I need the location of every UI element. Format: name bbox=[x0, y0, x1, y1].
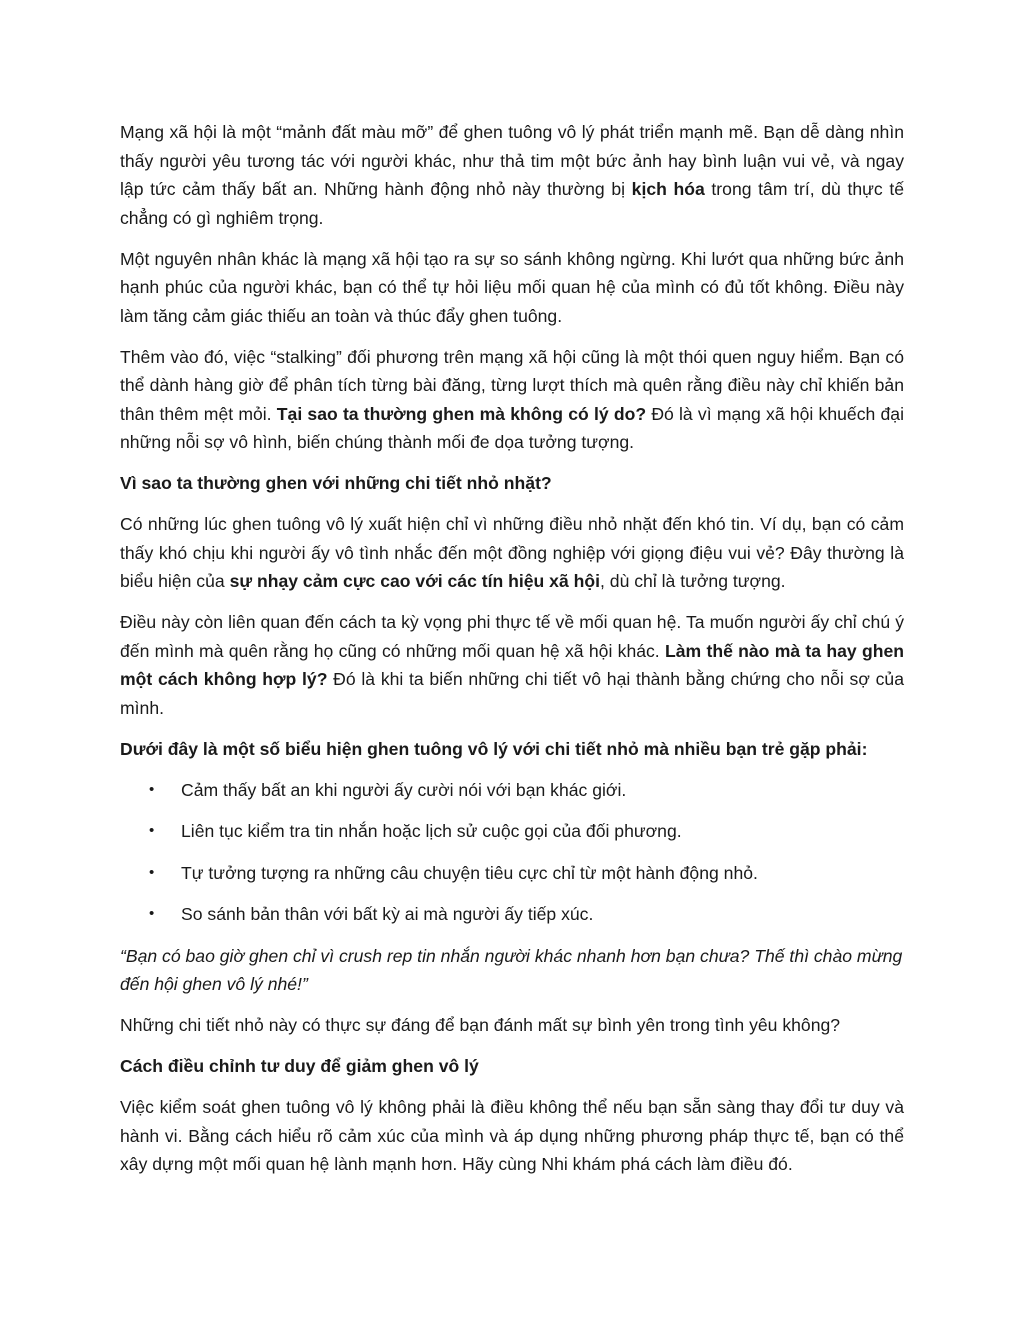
paragraph-small-things bbox=[120, 510, 904, 596]
list-item-text: Liên tục kiểm tra tin nhắn hoặc lịch sử cuộc gọi của đối phương. bbox=[181, 821, 682, 841]
list-item bbox=[120, 817, 904, 846]
bullet-icon: • bbox=[149, 863, 155, 881]
section-heading-adjust-mindset: Cách điều chỉnh tư duy để giảm ghen vô lý bbox=[120, 1056, 479, 1076]
paragraph-text: Đó là khi ta biến những chi tiết vô hại thành bằng chứng cho nỗi sợ của mình. bbox=[120, 669, 904, 718]
paragraph-stalking bbox=[120, 343, 904, 457]
paragraph-comparison: Một nguyên nhân khác là mạng xã hội tạo ra sự so sánh không ngừng. Khi lướt qua những bức ảnh hạnh phúc của người khác, bạn có thể tự hỏi liệu mối quan hệ của mình có đủ tốt không. Điều này làm tăng cảm giác thiếu an toàn và thúc đẩy ghen tuông. bbox=[120, 248, 904, 326]
bold-phrase: Tại sao ta thường ghen mà không có lý do? bbox=[276, 403, 647, 424]
quote bbox=[120, 942, 904, 999]
paragraph-question: Những chi tiết nhỏ này có thực sự đáng để bạn đánh mất sự bình yên trong tình yêu không? bbox=[120, 1015, 841, 1035]
bullet-icon: • bbox=[149, 780, 155, 798]
symptom-list bbox=[120, 776, 904, 929]
paragraph-control: Việc kiểm soát ghen tuông vô lý không phải là điều không thể nếu bạn sẵn sàng thay đổi tư duy và hành vi. Bằng cách hiểu rõ cảm xúc của mình và áp dụng những phương pháp thực tế, bạn có thể xây dựng một mối quan hệ lành mạnh hơn. Hãy cùng Nhi khám phá cách làm điều đó. bbox=[120, 1097, 904, 1174]
section-heading-small-details: Vì sao ta thường ghen với những chi tiết nhỏ nhặt? bbox=[120, 473, 552, 493]
bold-phrase: kịch hóa bbox=[631, 179, 705, 199]
paragraph-text: Có những lúc ghen tuông vô lý xuất hiện chỉ vì những điều nhỏ nhặt đến khó tin. Ví dụ, bạn có cảm thấy khó chịu khi người ấy vô tình nhắc đến một đồng nghiệp với giọng điệu vui vẻ? Đây thường là biểu hiện của bbox=[120, 514, 904, 591]
list-item-text: So sánh bản thân với bất kỳ ai mà người ấy tiếp xúc. bbox=[181, 904, 594, 924]
list-item-text: Tự tưởng tượng ra những câu chuyện tiêu cực chỉ từ một hành động nhỏ. bbox=[181, 862, 758, 883]
bold-phrase: Làm thế nào mà ta hay ghen một cách không hợp lý? bbox=[120, 640, 904, 689]
list-intro-heading: Dưới đây là một số biểu hiện ghen tuông vô lý với chi tiết nhỏ mà nhiều bạn trẻ gặp phải: bbox=[120, 738, 868, 759]
paragraph-text: Điều này còn liên quan đến cách ta kỳ vọng phi thực tế về mối quan hệ. Ta muốn người ấy chỉ chú ý đến mình mà quên rằng họ cũng có những mối quan hệ xã hội khác. bbox=[120, 612, 904, 661]
list-item bbox=[120, 859, 904, 888]
quote-text: “Bạn có bao giờ ghen chỉ vì crush rep tin nhắn người khác nhanh hơn bạn chưa? Thế thì chào mừng đến hội ghen vô lý nhé!” bbox=[120, 945, 903, 994]
paragraph-expectations bbox=[120, 608, 904, 722]
bullet-icon: • bbox=[149, 905, 155, 922]
bullet-icon: • bbox=[149, 822, 155, 839]
paragraph-text: Mạng xã hội là một “mảnh đất màu mỡ” để ghen tuông vô lý phát triển mạnh mẽ. Bạn dễ dàng nhìn thấy người yêu tương tác với người khác, như thả tim một bức ảnh hay bình luận vui vẻ, và ngay lập tức cảm thấy bất an. Những hành động nhỏ này thường bị bbox=[120, 122, 904, 199]
bold-phrase: sự nhạy cảm cực cao với các tín hiệu xã hội bbox=[229, 571, 601, 591]
list-item-text: Cảm thấy bất an khi người ấy cười nói với bạn khác giới. bbox=[181, 779, 627, 800]
paragraph-social-media bbox=[120, 118, 904, 232]
paragraph-text: Thêm vào đó, việc “stalking” đối phương trên mạng xã hội cũng là một thói quen nguy hiểm. Bạn có thể dành hàng giờ để phân tích từng bài đăng, từng lượt thích mà quên rằng điều này chỉ khiến bản thân thêm mệt mỏi. bbox=[120, 346, 904, 424]
list-item bbox=[120, 776, 904, 805]
list-item bbox=[120, 900, 904, 929]
document-page bbox=[120, 118, 904, 1191]
paragraph-text: Đó là vì mạng xã hội khuếch đại những nỗi sợ vô hình, biến chúng thành mối đe dọa tưởng tượng. bbox=[120, 403, 904, 452]
paragraph-text: trong tâm trí, dù thực tế chẳng có gì nghiêm trọng. bbox=[120, 179, 905, 228]
paragraph-text: , dù chỉ là tưởng tượng. bbox=[600, 571, 786, 591]
